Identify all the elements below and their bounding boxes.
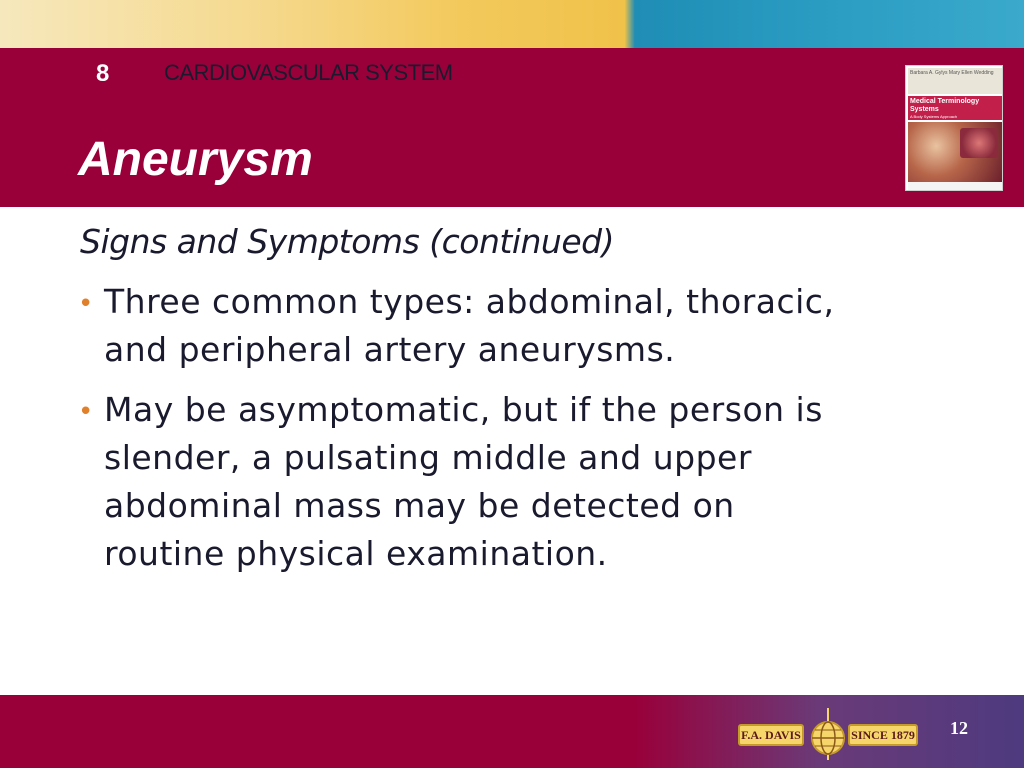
bullet-list [76,278,836,590]
bullet-text: Three common types: abdominal, thoracic, and peripheral artery aneurysms. [104,282,835,369]
book-cover-subtitle: A Body Systems Approach [910,114,958,119]
chapter-number: 8 [96,60,110,87]
publisher-logo [738,700,918,762]
bullet-item [76,278,836,374]
logo-right-label: SINCE 1879 [848,724,918,746]
bullet-item [76,386,836,578]
bullet-dot-icon: • [78,289,94,319]
page-number: 12 [950,718,968,738]
logo-left-label: F.A. DAVIS [738,724,804,746]
subheading: Signs and Symptoms (continued) [80,222,614,261]
book-cover-authors: Barbara A. Gylys Mary Ellen Wedding [910,70,994,76]
bullet-dot-icon: • [78,397,94,427]
book-cover-footer [908,182,1002,190]
globe-icon [808,708,848,760]
bullet-text: May be asymptomatic, but if the person is slender, a pulsating middle and upper abdominal mass may be detected on routine physical examination. [104,390,823,573]
book-cover-thumbnail [905,65,1003,191]
top-decorative-strip [0,0,1024,48]
chapter-title: CARDIOVASCULAR SYSTEM [164,60,453,85]
book-cover-title: Medical Terminology Systems [910,98,980,113]
book-cover-inset-image [960,128,998,158]
slide-title: Aneurysm [78,133,313,186]
